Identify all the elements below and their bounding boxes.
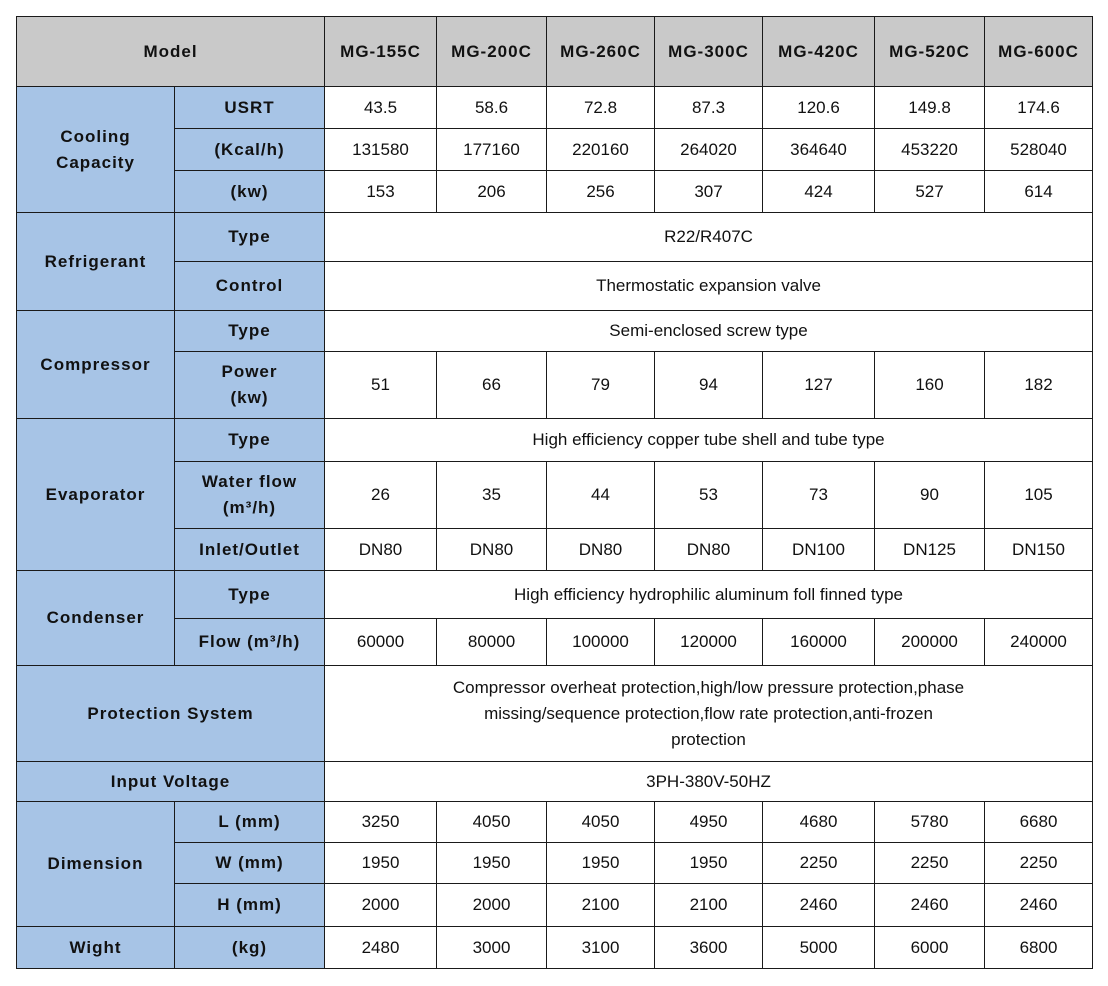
table-cell: 240000	[985, 619, 1093, 666]
table-cell: 2460	[875, 884, 985, 927]
unit-label: (Kcal/h)	[175, 129, 325, 171]
table-row	[17, 884, 1093, 927]
type-label: Type	[175, 213, 325, 262]
table-cell: 2000	[437, 884, 547, 927]
table-cell: 614	[985, 171, 1093, 213]
input-voltage-label: Input Voltage	[17, 762, 325, 802]
table-cell: 160	[875, 352, 985, 419]
table-cell: 66	[437, 352, 547, 419]
table-cell: 105	[985, 462, 1093, 529]
table-row	[17, 171, 1093, 213]
unit-label: W (mm)	[175, 843, 325, 884]
table-cell: DN80	[655, 529, 763, 571]
table-cell: DN100	[763, 529, 875, 571]
table-cell: 453220	[875, 129, 985, 171]
table-row	[17, 462, 1093, 529]
model-name: MG-520C	[875, 17, 985, 87]
table-cell: 2480	[325, 927, 437, 969]
table-cell: DN80	[325, 529, 437, 571]
table-cell: 2250	[875, 843, 985, 884]
table-cell: 4050	[547, 802, 655, 843]
table-row	[17, 311, 1093, 352]
evaporator-label: Evaporator	[17, 419, 175, 571]
table-cell: 4050	[437, 802, 547, 843]
cooling-label-line2: Capacity	[56, 152, 135, 172]
table-cell: 100000	[547, 619, 655, 666]
table-cell: 256	[547, 171, 655, 213]
model-name: MG-260C	[547, 17, 655, 87]
table-cell: 72.8	[547, 87, 655, 129]
table-cell: 1950	[437, 843, 547, 884]
table-cell: 206	[437, 171, 547, 213]
table-row	[17, 213, 1093, 262]
table-cell: 1950	[655, 843, 763, 884]
condenser-type-value: High efficiency hydrophilic aluminum foll finned type	[325, 571, 1093, 619]
water-flow-label-line1: Water flow	[201, 472, 298, 491]
table-cell: 90	[875, 462, 985, 529]
table-row	[17, 619, 1093, 666]
table-cell: 2460	[985, 884, 1093, 927]
table-cell: 3100	[547, 927, 655, 969]
model-name: MG-600C	[985, 17, 1093, 87]
table-cell: 51	[325, 352, 437, 419]
table-cell: 131580	[325, 129, 437, 171]
type-label: Type	[175, 419, 325, 462]
table-cell: 2250	[985, 843, 1093, 884]
table-cell: 6680	[985, 802, 1093, 843]
table-cell: 80000	[437, 619, 547, 666]
water-flow-label-line2: (m³/h)	[222, 498, 277, 517]
table-cell: 364640	[763, 129, 875, 171]
table-cell: 527	[875, 171, 985, 213]
flow-label: Flow (m³/h)	[175, 619, 325, 666]
water-flow-label	[175, 462, 325, 529]
protection-system-value	[325, 666, 1093, 762]
table-cell: 220160	[547, 129, 655, 171]
model-name: MG-420C	[763, 17, 875, 87]
table-cell: 2100	[547, 884, 655, 927]
table-cell: 44	[547, 462, 655, 529]
table-cell: 2000	[325, 884, 437, 927]
table-cell: 43.5	[325, 87, 437, 129]
table-cell: 153	[325, 171, 437, 213]
table-cell: 5780	[875, 802, 985, 843]
table-cell: 182	[985, 352, 1093, 419]
table-cell: 2250	[763, 843, 875, 884]
table-row	[17, 529, 1093, 571]
protection-line: missing/sequence protection,flow rate protection,anti-frozen	[484, 703, 933, 723]
table-cell: 3250	[325, 802, 437, 843]
table-cell: 60000	[325, 619, 437, 666]
type-label: Type	[175, 311, 325, 352]
table-cell: 200000	[875, 619, 985, 666]
protection-system-label: Protection System	[17, 666, 325, 762]
model-name: MG-200C	[437, 17, 547, 87]
cooling-capacity-label	[17, 87, 175, 213]
protection-line: protection	[671, 729, 746, 749]
table-cell: 307	[655, 171, 763, 213]
weight-label: Wight	[17, 927, 175, 969]
table-row	[17, 262, 1093, 311]
table-cell: 264020	[655, 129, 763, 171]
unit-label: (kg)	[175, 927, 325, 969]
table-cell: DN125	[875, 529, 985, 571]
unit-label: H (mm)	[175, 884, 325, 927]
input-voltage-value: 3PH-380V-50HZ	[325, 762, 1093, 802]
header-row	[17, 17, 1093, 87]
table-cell: 6800	[985, 927, 1093, 969]
model-name: MG-300C	[655, 17, 763, 87]
table-cell: 2100	[655, 884, 763, 927]
table-cell: 4950	[655, 802, 763, 843]
table-cell: 6000	[875, 927, 985, 969]
spec-table	[16, 16, 1093, 969]
refrigerant-label: Refrigerant	[17, 213, 175, 311]
table-cell: 149.8	[875, 87, 985, 129]
table-cell: 3000	[437, 927, 547, 969]
model-header: Model	[17, 17, 325, 87]
table-cell: 79	[547, 352, 655, 419]
table-cell: 53	[655, 462, 763, 529]
table-row	[17, 129, 1093, 171]
table-cell: 120000	[655, 619, 763, 666]
table-row	[17, 927, 1093, 969]
table-cell: 94	[655, 352, 763, 419]
table-cell: 120.6	[763, 87, 875, 129]
table-row	[17, 802, 1093, 843]
table-cell: 26	[325, 462, 437, 529]
unit-label: USRT	[175, 87, 325, 129]
table-cell: 174.6	[985, 87, 1093, 129]
table-cell: 528040	[985, 129, 1093, 171]
evaporator-type-value: High efficiency copper tube shell and tube type	[325, 419, 1093, 462]
table-row	[17, 843, 1093, 884]
table-cell: 160000	[763, 619, 875, 666]
table-row	[17, 419, 1093, 462]
condenser-label: Condenser	[17, 571, 175, 666]
table-row	[17, 87, 1093, 129]
control-label: Control	[175, 262, 325, 311]
table-cell: 1950	[547, 843, 655, 884]
table-cell: 58.6	[437, 87, 547, 129]
unit-label: (kw)	[175, 171, 325, 213]
protection-line: Compressor overheat protection,high/low pressure protection,phase	[452, 677, 965, 697]
power-label-line1: Power	[221, 362, 278, 381]
table-cell: 35	[437, 462, 547, 529]
table-row	[17, 666, 1093, 762]
dimension-label: Dimension	[17, 802, 175, 927]
power-label	[175, 352, 325, 419]
table-cell: 73	[763, 462, 875, 529]
table-cell: 3600	[655, 927, 763, 969]
table-cell: 4680	[763, 802, 875, 843]
table-cell: DN80	[437, 529, 547, 571]
table-row	[17, 352, 1093, 419]
table-cell: 2460	[763, 884, 875, 927]
inlet-outlet-label: Inlet/Outlet	[175, 529, 325, 571]
refrigerant-type-value: R22/R407C	[325, 213, 1093, 262]
table-row	[17, 762, 1093, 802]
table-cell: 127	[763, 352, 875, 419]
model-name: MG-155C	[325, 17, 437, 87]
type-label: Type	[175, 571, 325, 619]
unit-label: L (mm)	[175, 802, 325, 843]
table-cell: DN80	[547, 529, 655, 571]
compressor-type-value: Semi-enclosed screw type	[325, 311, 1093, 352]
compressor-label: Compressor	[17, 311, 175, 419]
refrigerant-control-value: Thermostatic expansion valve	[325, 262, 1093, 311]
table-row	[17, 571, 1093, 619]
table-cell: 424	[763, 171, 875, 213]
cooling-label-line1: Cooling	[60, 126, 131, 146]
table-cell: 177160	[437, 129, 547, 171]
table-cell: DN150	[985, 529, 1093, 571]
table-cell: 1950	[325, 843, 437, 884]
power-label-line2: (kw)	[230, 388, 269, 407]
table-cell: 5000	[763, 927, 875, 969]
table-cell: 87.3	[655, 87, 763, 129]
